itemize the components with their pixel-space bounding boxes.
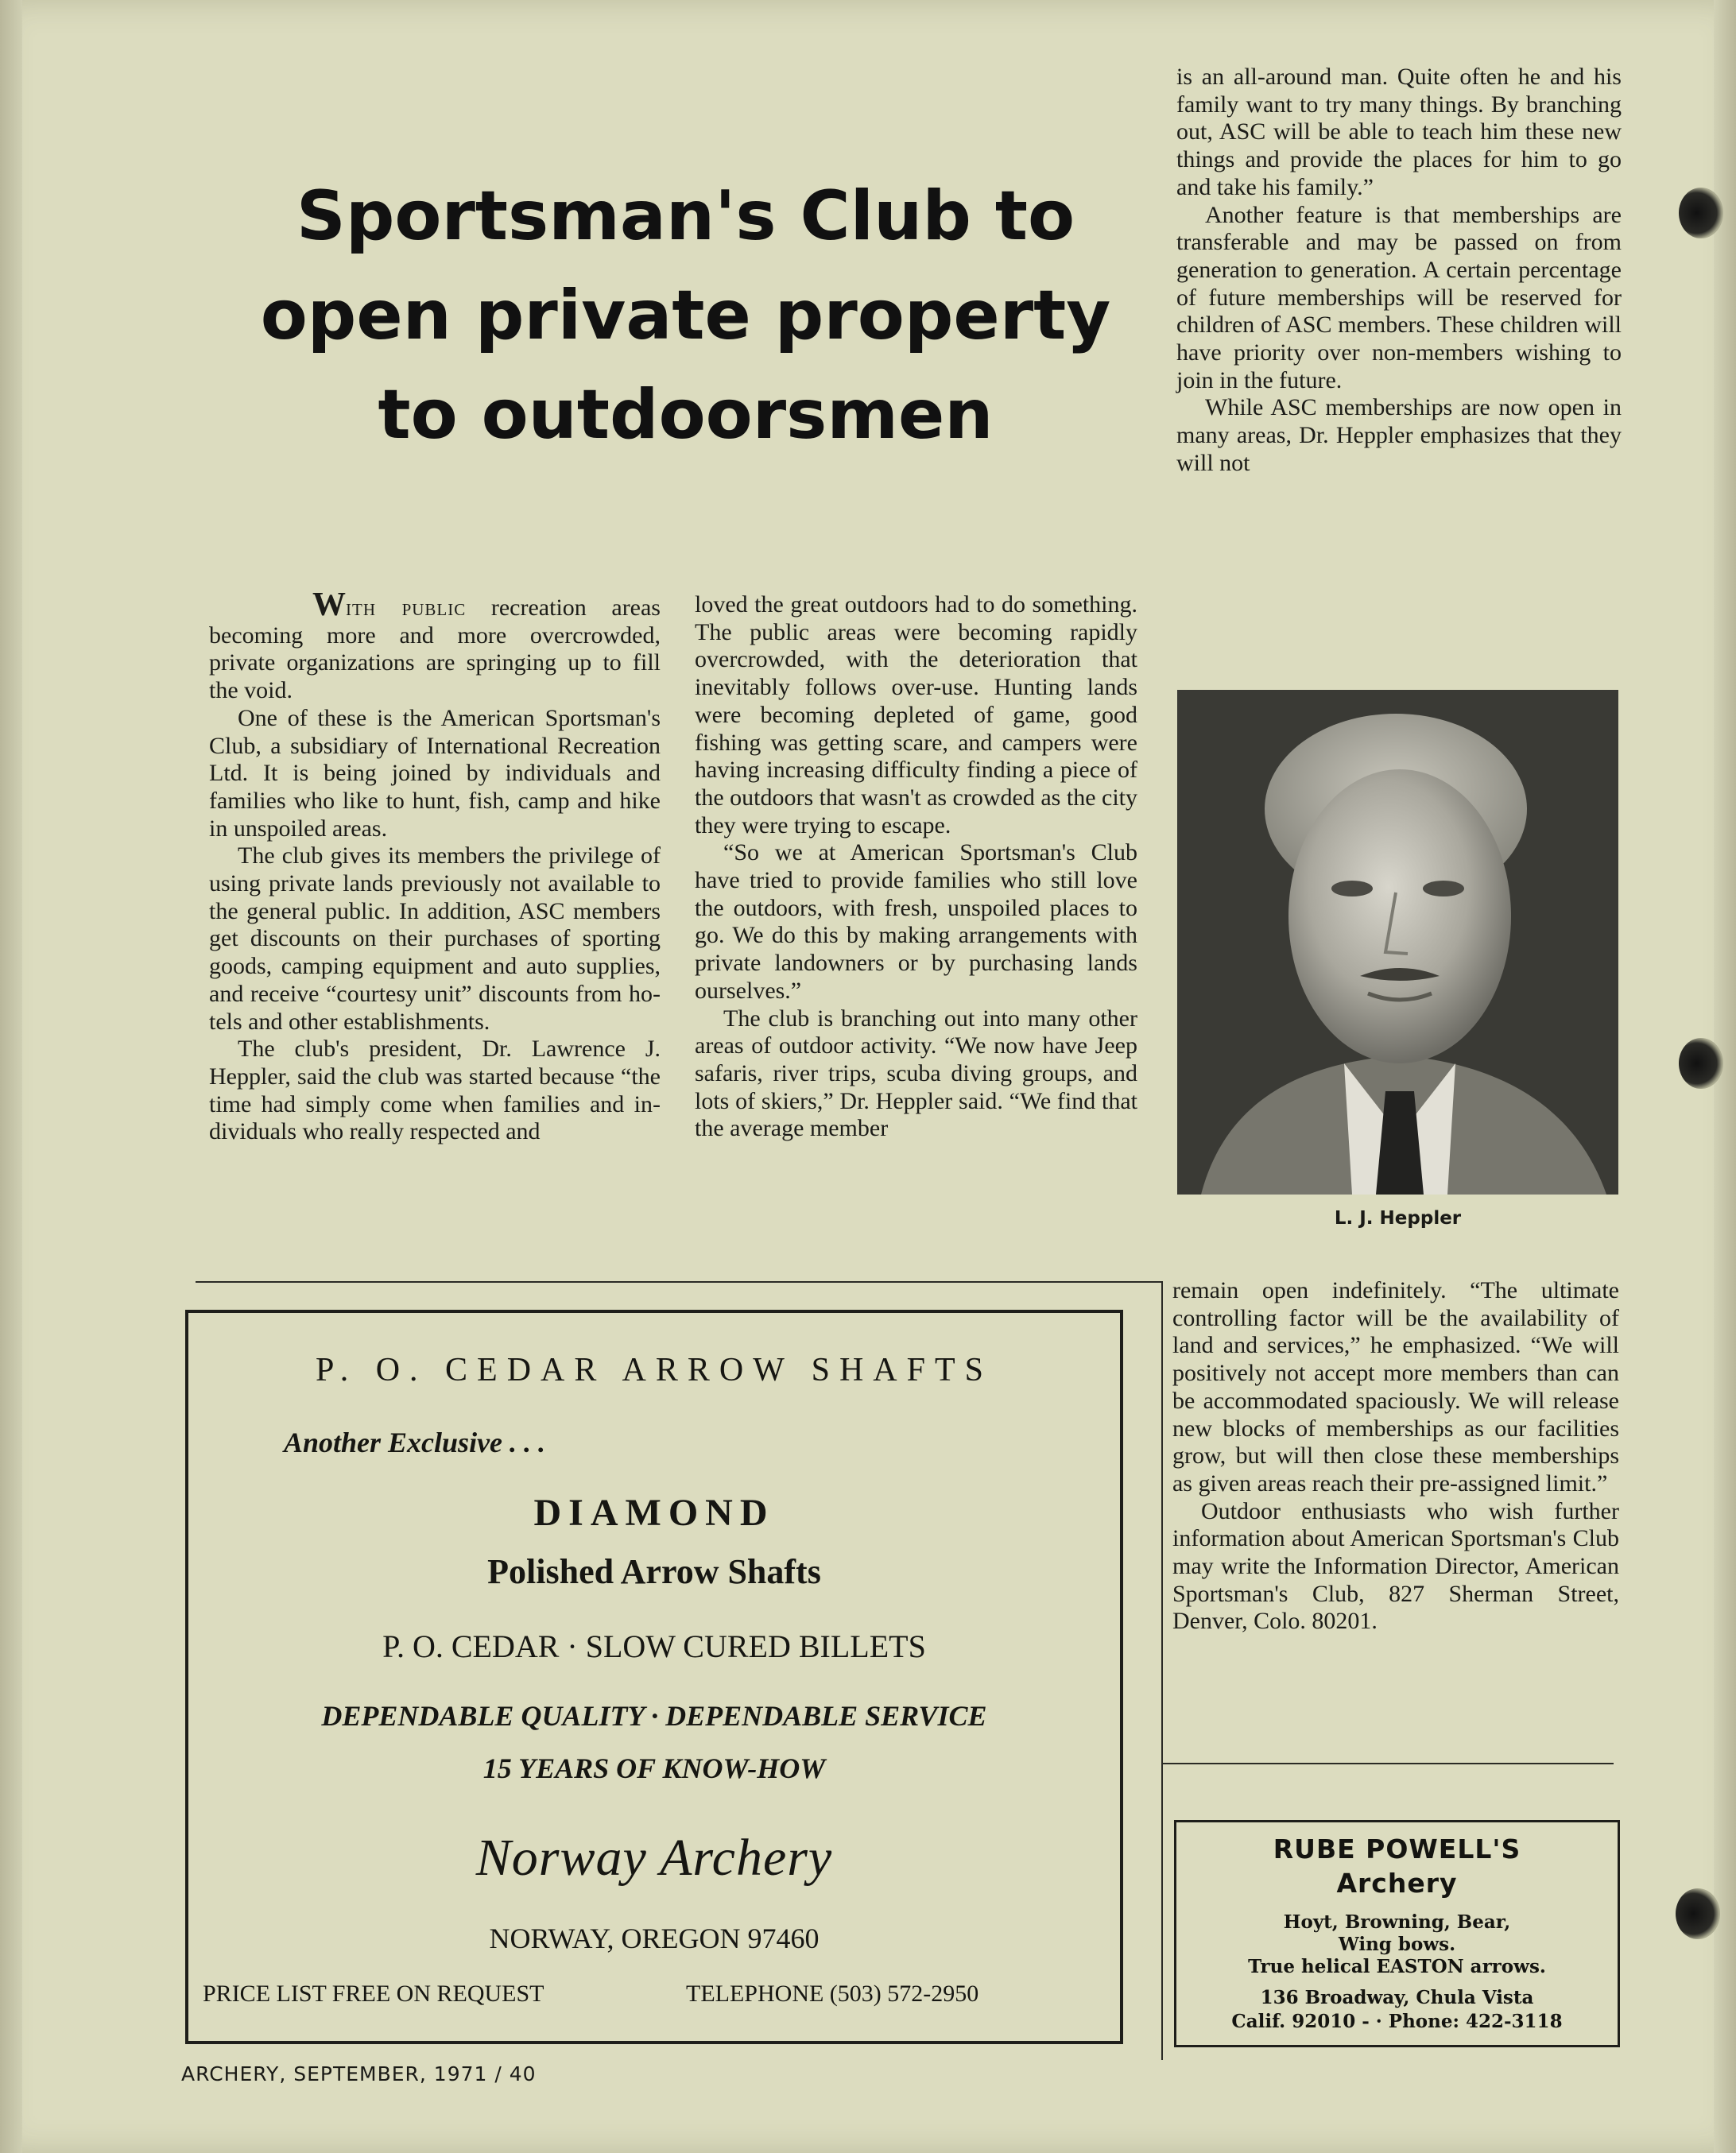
ad-price-list: PRICE LIST FREE ON REQUEST bbox=[203, 1981, 544, 2007]
article-column-3 bbox=[1176, 64, 1622, 478]
headline-line-1: Sportsman's Club to bbox=[296, 176, 1075, 256]
paragraph: loved the great outdoors had to do something. The public areas were becoming rapidly overcrowded, with the deterioration that inevitably follows over-use. Hunting lands were becoming depleted of game, good fishing was getting scare, and campers were having increasing difficulty finding a piece of the outdoors that wasn't as crowded as the city they were trying to escape. bbox=[695, 591, 1137, 838]
drop-cap: W bbox=[312, 587, 346, 623]
rube-powell-ad bbox=[1174, 1820, 1620, 2047]
ad-brands-line-3: True helical EASTON arrows. bbox=[1248, 1956, 1546, 1977]
divider-rule bbox=[1163, 1763, 1614, 1764]
ad-experience-line: 15 YEARS OF KNOW-HOW bbox=[482, 1752, 826, 1784]
punch-hole-bottom bbox=[1676, 1888, 1720, 1939]
page-left-edge bbox=[0, 0, 22, 2153]
punch-hole-top bbox=[1679, 188, 1723, 238]
paragraph: remain open indefinitely. “The ultimate controlling factor will be the availability of land and services,” he emphasized. “We will positively not accept more members than can be accommodated spaciously. We will release new blocks of memberships as our facilities grow, but will then close these memberships as given areas reach their pre-assigned limit.” bbox=[1172, 1277, 1619, 1497]
article-column-1 bbox=[209, 587, 661, 1146]
paragraph: While ASC memberships are now open in many areas, Dr. Heppler emphasizes that they will not bbox=[1176, 394, 1622, 476]
punch-hole-middle bbox=[1679, 1038, 1723, 1089]
column-divider bbox=[1161, 1281, 1163, 2060]
photo-caption: L. J. Heppler bbox=[1334, 1208, 1462, 1229]
portrait-illustration bbox=[1177, 690, 1618, 1195]
ad-store-subtitle: Archery bbox=[1336, 1868, 1458, 1899]
paragraph: Outdoor enthusiasts who wish further information about American Sportsman's Club may write the Information Director, American Sportsman's Club, 827 Sherman Street, Denver, Colo. 80201. bbox=[1172, 1497, 1619, 1635]
ad-tagline: Another Exclusive . . . bbox=[284, 1427, 546, 1458]
ad-features: P. O. CEDAR · SLOW CURED BILLETS bbox=[382, 1628, 926, 1664]
lead-text: recreation areas becoming more and more overcrowded, private organizations are springing up to fill the void. bbox=[209, 594, 661, 704]
ad-product-subtitle: Polished Arrow Shafts bbox=[487, 1552, 821, 1591]
ad-store-address-1: 136 Broadway, Chula Vista bbox=[1260, 1987, 1534, 2008]
article-column-4 bbox=[1172, 1277, 1619, 1636]
ad-telephone: TELEPHONE (503) 572-2950 bbox=[686, 1981, 979, 2007]
headline-line-2: open private property bbox=[260, 276, 1111, 355]
page-footer: ARCHERY, SEPTEMBER, 1971 / 40 bbox=[181, 2062, 537, 2085]
ad-product-name: DIAMOND bbox=[533, 1492, 775, 1534]
article-column-2 bbox=[695, 591, 1137, 1143]
ad-brands-line-2: Wing bows. bbox=[1338, 1934, 1456, 1955]
ad-heading: P. O. CEDAR ARROW SHAFTS bbox=[315, 1352, 994, 1388]
paragraph: is an all-around man. Quite often he and his family want to try many things. By branching out, ASC will be able to teach him these new things and provide the places for him to go and take his family.” bbox=[1176, 64, 1622, 200]
ad-brands-line-1: Hoyt, Browning, Bear, bbox=[1283, 1911, 1511, 1933]
norway-archery-logo: Norway Archery bbox=[475, 1829, 833, 1887]
paragraph: The club is branching out into many other areas of outdoor activity. “We now have Jeep safaris, river trips, scuba diving groups, and lots of skiers,” Dr. Heppler said. “We find that the average member bbox=[695, 1005, 1137, 1142]
ad-store-address-2: Calif. 92010 - · Phone: 422-3118 bbox=[1231, 2011, 1563, 2032]
headline-line-3: to outdoorsmen bbox=[378, 375, 994, 455]
ad-store-name: RUBE POWELL'S bbox=[1273, 1834, 1521, 1865]
divider-rule bbox=[196, 1281, 1161, 1283]
paragraph: The club's president, Dr. Lawrence J. Heppler, said the club was started because “the time had simply come when families and individuals who really respected and bbox=[209, 1036, 661, 1145]
lead-paragraph bbox=[209, 587, 661, 705]
paragraph: “So we at American Sportsman's Club have tried to provide families who still love the outdoors, with fresh, unspoiled places to go. We do this by making arrangements with private landowners or by purchasing lands ourselves.” bbox=[695, 839, 1137, 1004]
paragraph: Another feature is that memberships are transferable and may be passed on from generation to generation. A certain percentage of future memberships will be reserved for children of ASC members. These children will have priority over non-members wishing to join in the future. bbox=[1176, 201, 1622, 393]
portrait-photo bbox=[1177, 690, 1618, 1195]
article-headline bbox=[199, 167, 1172, 465]
norway-archery-ad bbox=[185, 1310, 1123, 2044]
paragraph: The club gives its members the privilege of using private lands previously not available to the general public. In addition, ASC members get discounts on their purchases of sporting goods, camping equipment and auto supplies, and receive “courtesy unit” discounts from hotels and other establishments. bbox=[209, 842, 661, 1035]
ad-address: NORWAY, OREGON 97460 bbox=[489, 1923, 820, 1954]
lead-smallcaps: ith public bbox=[346, 594, 467, 621]
ad-quality-line: DEPENDABLE QUALITY · DEPENDABLE SERVICE bbox=[321, 1700, 987, 1732]
paragraph: One of these is the American Sportsman's Club, a subsidiary of International Recreation Ltd. It is being joined by individuals and families who like to hunt, fish, camp and hike in unspoiled areas. bbox=[209, 704, 661, 842]
